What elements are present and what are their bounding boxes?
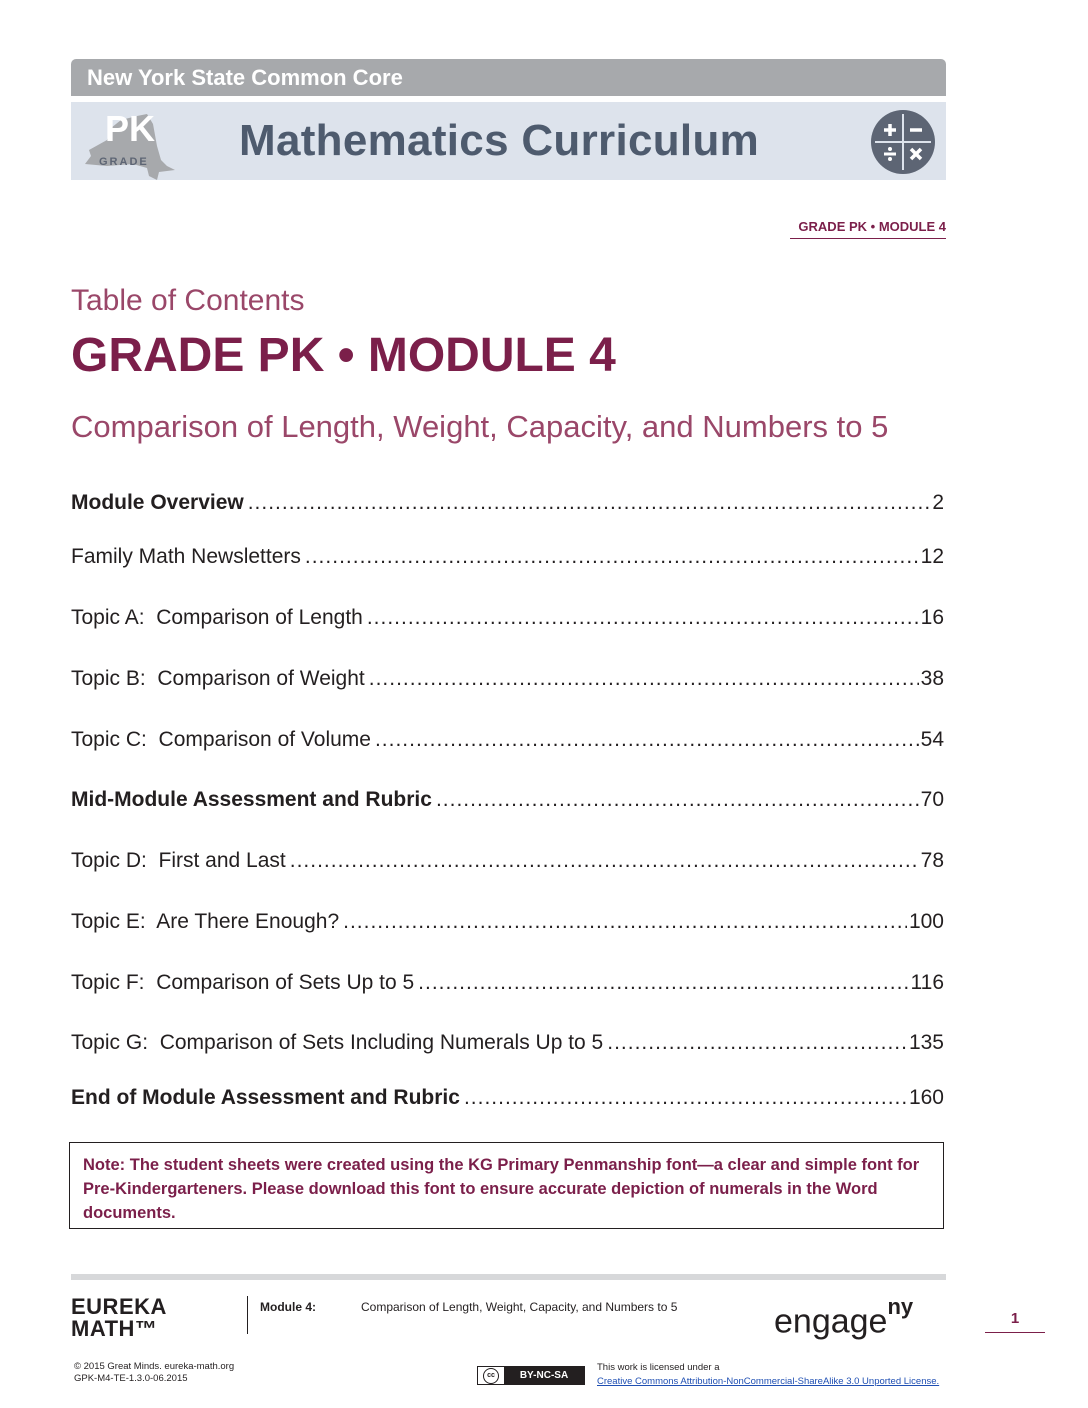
toc-entry-label: Topic G: Comparison of Sets Including Numerals Up to 5	[71, 1031, 604, 1054]
toc-entry-page: 135	[908, 1031, 944, 1054]
eureka-math-logo	[71, 1296, 167, 1340]
toc-leader	[369, 667, 919, 691]
toc-entry-label: Topic A: Comparison of Length	[71, 606, 363, 629]
toc-entry[interactable]	[71, 1086, 944, 1116]
running-head: GRADE PK • MODULE 4	[798, 219, 946, 234]
grade-caption: GRADE	[99, 156, 149, 168]
eureka-logo-line1: EUREKA	[71, 1294, 167, 1319]
running-head-rule	[790, 238, 946, 239]
toc-leader	[375, 728, 919, 752]
toc-entry[interactable]	[71, 491, 944, 521]
curriculum-top-bar: New York State Common Core	[71, 59, 946, 96]
toc-entry[interactable]	[71, 667, 944, 697]
toc-entry-label: Topic F: Comparison of Sets Up to 5	[71, 971, 415, 994]
toc-entry[interactable]	[71, 849, 944, 879]
toc-entry[interactable]	[71, 910, 944, 940]
toc-leader	[367, 606, 919, 630]
toc-entry[interactable]	[71, 606, 944, 636]
toc-leader	[290, 849, 919, 873]
toc-leader	[464, 1086, 907, 1110]
toc-entry[interactable]	[71, 788, 944, 818]
footer-module-title: Comparison of Length, Weight, Capacity, and Numbers to 5	[361, 1300, 678, 1314]
toc-entry-page: 116	[910, 971, 944, 994]
toc-leader	[607, 1031, 907, 1055]
toc-entry-page: 54	[920, 728, 944, 751]
footer-divider	[247, 1296, 248, 1334]
page-number-rule	[985, 1332, 1045, 1333]
toc-entry-label: End of Module Assessment and Rubric	[71, 1086, 460, 1109]
eureka-logo-line2: MATH™	[71, 1316, 158, 1341]
toc-leader	[248, 491, 931, 515]
toc-entry-label: Topic C: Comparison of Volume	[71, 728, 371, 751]
module-subtitle: Comparison of Length, Weight, Capacity, and Numbers to 5	[71, 409, 889, 444]
toc-entry-page: 2	[932, 491, 944, 514]
engageny-logo	[774, 1294, 914, 1341]
math-operations-icon	[870, 109, 936, 175]
toc-entry[interactable]	[71, 545, 944, 575]
toc-entry[interactable]	[71, 728, 944, 758]
toc-entry-label: Topic B: Comparison of Weight	[71, 667, 365, 690]
module-title: GRADE PK • MODULE 4	[71, 329, 616, 382]
page-number: 1	[1010, 1310, 1020, 1327]
curriculum-title: Mathematics Curriculum	[239, 116, 760, 165]
toc-leader	[305, 545, 919, 569]
cc-icon: cc	[478, 1367, 504, 1384]
toc-entry-page: 160	[908, 1086, 944, 1109]
footer-module-label: Module 4:	[260, 1300, 316, 1314]
toc-leader	[343, 910, 907, 934]
license-link[interactable]: Creative Commons Attribution-NonCommercial-ShareAlike 3.0 Unported License.	[597, 1376, 940, 1387]
toc-entry-page: 78	[920, 849, 944, 872]
toc-entry-page: 12	[920, 545, 944, 568]
curriculum-title-bar	[71, 102, 946, 180]
toc-leader	[418, 971, 908, 995]
copyright-notice	[74, 1361, 234, 1385]
engage-logo-main: engage	[774, 1302, 888, 1341]
footer-rule	[71, 1274, 946, 1280]
toc-entry-label: Mid-Module Assessment and Rubric	[71, 788, 432, 811]
font-note: Note: The student sheets were created using the KG Primary Penmanship font—a clear and simple font for Pre-Kindergarteners. Please download this font to ensure accurate depiction of numerals in the Word documents.	[69, 1142, 944, 1229]
toc-entry-page: 100	[908, 910, 944, 933]
toc-entry-page: 16	[920, 606, 944, 629]
creative-commons-badge[interactable]	[477, 1366, 585, 1385]
toc-entry-page: 38	[920, 667, 944, 690]
document-code: GPK-M4-TE-1.3.0-06.2015	[74, 1373, 188, 1384]
license-text: This work is licensed under a	[597, 1362, 720, 1373]
toc-entry-label: Topic D: First and Last	[71, 849, 286, 872]
toc-leader	[436, 788, 919, 812]
toc-entry[interactable]	[71, 1031, 944, 1061]
toc-entry-label: Topic E: Are There Enough?	[71, 910, 340, 933]
grade-badge: PK	[105, 108, 156, 149]
cc-badge-label: BY-NC-SA	[504, 1367, 584, 1384]
toc-entry[interactable]	[71, 971, 944, 1001]
toc-entry-page: 70	[920, 788, 944, 811]
copyright-line: © 2015 Great Minds. eureka-math.org	[74, 1361, 235, 1372]
engage-logo-sup: ny	[887, 1294, 914, 1319]
toc-entry-label: Module Overview	[71, 491, 244, 514]
toc-heading: Table of Contents	[71, 284, 305, 317]
toc-entry-label: Family Math Newsletters	[71, 545, 301, 568]
